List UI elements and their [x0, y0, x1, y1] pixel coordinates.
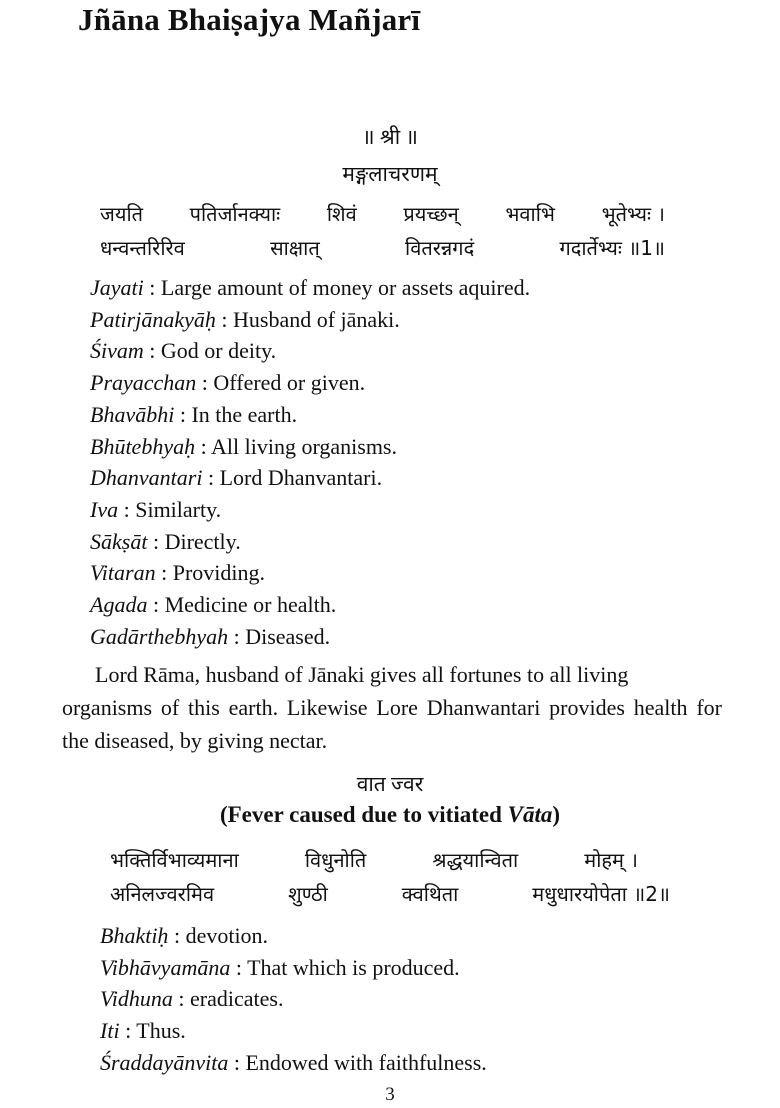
glossary-item: Agada : Medicine or health. [90, 592, 337, 618]
glossary-term: Iti [100, 1018, 120, 1044]
glossary-list [100, 920, 487, 1079]
page-title: Jñāna Bhaiṣajya Mañjarī [78, 2, 421, 37]
verse-word: भूतेभ्यः । [601, 202, 665, 226]
glossary-meaning: God or deity. [160, 338, 277, 364]
glossary-term: Dhanvantari [90, 465, 203, 491]
section-heading [0, 802, 780, 828]
glossary-meaning: Similarty. [135, 496, 222, 522]
verse-word: प्रयच्छन् [403, 202, 459, 226]
verse-word: शिवं [326, 202, 357, 226]
glossary-meaning: Husband of jānaki. [233, 306, 400, 332]
glossary-meaning: Endowed with faithfulness. [245, 1049, 487, 1075]
glossary-meaning: Lord Dhanvantari. [219, 465, 383, 491]
glossary-term: Iva [90, 496, 119, 522]
glossary-item: Vidhuna : eradicates. [100, 986, 284, 1012]
glossary-item: Gadārthebhyah : Diseased. [90, 623, 331, 649]
glossary-item: Patirjānakyāḥ : Husband of jānaki. [90, 306, 400, 332]
verse-word: शुण्ठी [288, 882, 328, 906]
glossary-meaning: Medicine or health. [164, 592, 337, 618]
glossary-item: Bhūtebhyaḥ : All living organisms. [90, 433, 397, 459]
glossary-meaning: eradicates. [190, 986, 284, 1012]
glossary-item: Sākṣāt : Directly. [90, 528, 241, 554]
verse-word: गदार्तेभ्यः ॥1॥ [559, 236, 665, 260]
verse-word: मधुधारयोपेता ॥2॥ [532, 882, 670, 906]
verse-word: भक्तिर्विभाव्यमाना [110, 848, 239, 872]
glossary-item: Prayacchan : Offered or given. [90, 370, 366, 396]
glossary-meaning: Providing. [172, 560, 266, 586]
glossary-item: Iva : Similarty. [90, 496, 222, 522]
glossary-meaning: Diseased. [245, 623, 331, 649]
verse-word: वितरन्नगदं [405, 236, 475, 260]
paragraph-text: organisms of this earth. Likewise Lore Dhanwantari provides health for the diseased, by giving nectar. [62, 695, 722, 753]
invocation: ॥ श्री ॥ [362, 125, 418, 149]
glossary-meaning: That which is produced. [247, 954, 460, 980]
glossary-item: Jayati : Large amount of money or assets aquired. [90, 275, 531, 300]
glossary-term: Prayacchan [90, 370, 197, 396]
glossary-term: Vibhāvyamāna [100, 954, 231, 980]
glossary-meaning: devotion. [185, 923, 269, 948]
verse-word: भवाभि [505, 202, 555, 226]
verse-word: क्वथिता [401, 882, 459, 906]
glossary-meaning: In the earth. [191, 401, 298, 427]
glossary-term: Patirjānakyāḥ [90, 306, 216, 332]
translation-paragraph [62, 658, 722, 757]
glossary-term: Jayati [90, 275, 144, 300]
glossary-term: Vidhuna [100, 986, 173, 1012]
verse-word: धन्वन्तरिरिव [100, 236, 185, 260]
glossary-term: Bhūtebhyaḥ [90, 433, 196, 459]
page-number: 3 [385, 1084, 395, 1105]
glossary-term: Bhavābhi [90, 401, 175, 427]
section-title: मङ्गलाचरणम् [342, 162, 438, 186]
glossary-term: Śivam [90, 338, 144, 364]
verse-word: मोहम् । [584, 848, 638, 872]
glossary-item: Bhavābhi : In the earth. [90, 401, 298, 427]
paragraph-first-line: Lord Rāma, husband of Jānaki gives all fortunes to all living [95, 662, 629, 687]
glossary-meaning: Thus. [136, 1018, 186, 1044]
verse-word: पतिर्जानक्याः [189, 202, 281, 226]
section-title: वात ज्वर [356, 772, 424, 796]
verse-line [110, 880, 670, 907]
glossary-item: Dhanvantari : Lord Dhanvantari. [90, 465, 383, 491]
glossary-item: Iti : Thus. [100, 1018, 186, 1044]
glossary-list [90, 272, 530, 652]
glossary-item: Śivam : God or deity. [90, 338, 277, 364]
glossary-item: Bhaktiḥ : devotion. [100, 923, 269, 948]
heading-italic: Vāta [507, 802, 553, 827]
glossary-term: Sākṣāt [90, 528, 148, 554]
glossary-item: Vitaran : Providing. [90, 560, 266, 586]
verse-line [110, 846, 638, 873]
glossary-term: Vitaran [90, 560, 156, 586]
glossary-meaning: Offered or given. [213, 370, 366, 396]
glossary-term: Agada [90, 592, 148, 618]
verse-line [100, 234, 665, 261]
glossary-meaning: Large amount of money or assets aquired. [160, 275, 531, 300]
verse-word: साक्षात् [270, 236, 320, 260]
glossary-meaning: Directly. [164, 528, 241, 554]
verse-word: विधुनोति [304, 848, 367, 872]
glossary-meaning: All living organisms. [211, 433, 397, 459]
verse-line [100, 200, 665, 227]
verse-word: श्रद्धयान्विता [432, 848, 519, 872]
glossary-term: Śraddayānvita [100, 1049, 229, 1075]
glossary-item: Vibhāvyamāna : That which is produced. [100, 954, 460, 980]
verse-word: जयति [100, 202, 144, 226]
glossary-term: Bhaktiḥ [100, 923, 169, 948]
heading-prefix: (Fever caused due to vitiated [219, 802, 508, 827]
glossary-item: Śraddayānvita : Endowed with faithfulness. [100, 1049, 487, 1075]
glossary-term: Gadārthebhyah [90, 623, 229, 649]
heading-suffix: ) [552, 802, 561, 827]
verse-word: अनिलज्वरमिव [110, 882, 215, 906]
